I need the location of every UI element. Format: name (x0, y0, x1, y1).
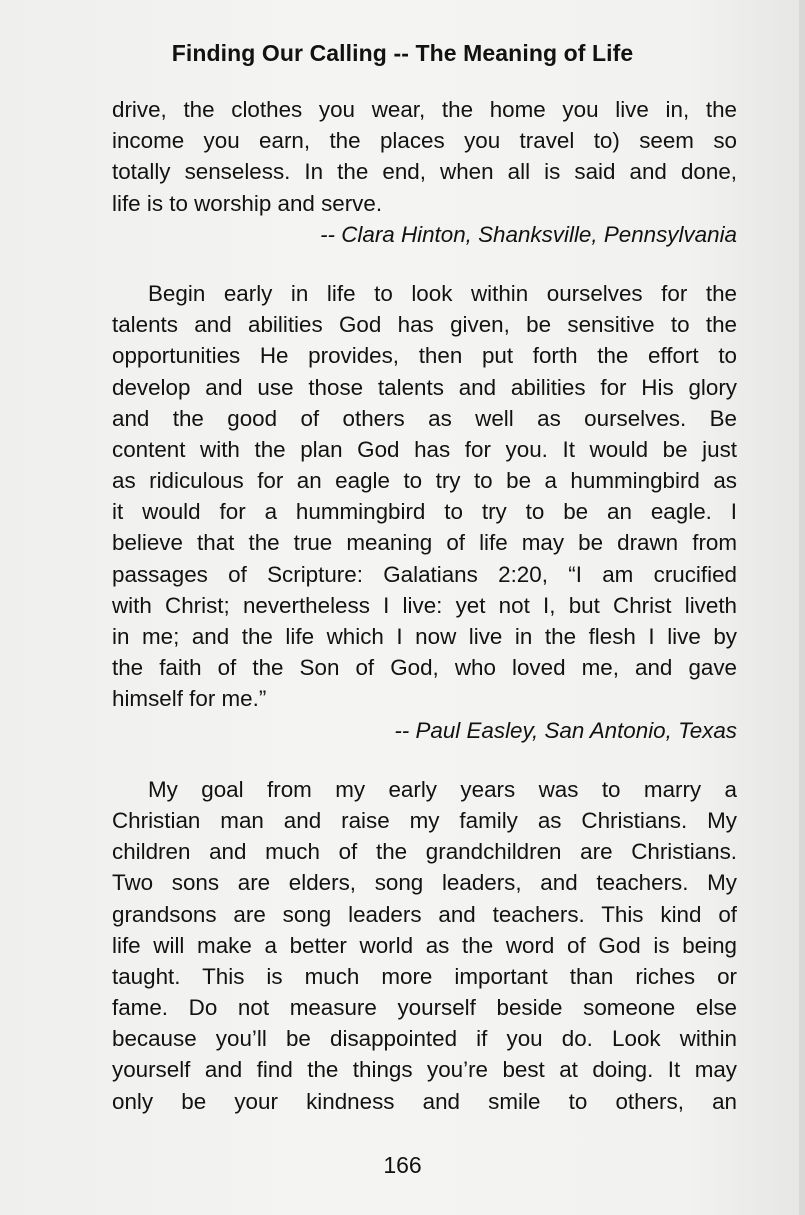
page-number: 166 (383, 1152, 422, 1178)
text-line: children and much of the grandchildren are Christians. (112, 839, 737, 865)
text-line: income you earn, the places you travel to) seem so (112, 128, 737, 154)
text-line: with Christ; nevertheless I live: yet not I, but Christ liveth (112, 592, 737, 618)
text-line: totally senseless. In the end, when all is said and done, (112, 159, 737, 185)
text-line: as ridiculous for an eagle to try to be a hummingbird as (112, 468, 737, 494)
paragraph-gap (112, 250, 737, 278)
text-line: Christian man and raise my family as Christians. My (112, 807, 737, 833)
text-line: taught. This is much more important than riches or (112, 963, 737, 989)
attribution: -- Paul Easley, San Antonio, Texas (394, 717, 737, 743)
text-line: drive, the clothes you wear, the home you live in, the (112, 97, 737, 122)
text-line: opportunities He provides, then put forth the effort to (112, 343, 737, 369)
text-line: My goal from my early years was to marry a (148, 776, 737, 802)
attribution: -- Clara Hinton, Shanksville, Pennsylvania (320, 221, 737, 247)
paragraph (112, 278, 737, 746)
page-body (112, 94, 737, 1117)
text-line: in me; and the life which I now live in the flesh I live by (112, 624, 737, 649)
text-line: the faith of the Son of God, who loved me, and gave (112, 655, 737, 681)
text-line: and the good of others as well as ourselves. Be (112, 405, 737, 431)
text-line: fame. Do not measure yourself beside someone else (112, 995, 737, 1021)
text-line: Begin early in life to look within ourselves for the (148, 280, 737, 306)
text-line: content with the plan God has for you. It would be just (112, 436, 737, 462)
page-edge-shadow (799, 0, 805, 1215)
paragraph (112, 774, 737, 1117)
text-line: passages of Scripture: Galatians 2:20, “I am crucified (112, 561, 737, 587)
paragraph-gap (112, 746, 737, 774)
text-line: only be your kindness and smile to others, an (112, 1088, 737, 1114)
text-line: life is to worship and serve. (112, 190, 383, 216)
paragraph-continuation (112, 94, 737, 250)
text-line: it would for a hummingbird to try to be an eagle. I (112, 499, 737, 525)
text-line: life will make a better world as the word of God is being (112, 932, 737, 958)
text-line: because you’ll be disappointed if you do. Look within (112, 1026, 737, 1052)
text-line: talents and abilities God has given, be sensitive to the (112, 312, 737, 338)
running-header: Finding Our Calling -- The Meaning of Life (171, 40, 634, 66)
text-line: believe that the true meaning of life may be drawn from (112, 530, 737, 556)
text-line: grandsons are song leaders and teachers. This kind of (112, 901, 737, 927)
text-line: yourself and find the things you’re best at doing. It may (112, 1057, 737, 1083)
text-line: himself for me.” (112, 686, 267, 712)
text-line: develop and use those talents and abilities for His glory (112, 374, 737, 400)
text-line: Two sons are elders, song leaders, and teachers. My (112, 870, 737, 896)
